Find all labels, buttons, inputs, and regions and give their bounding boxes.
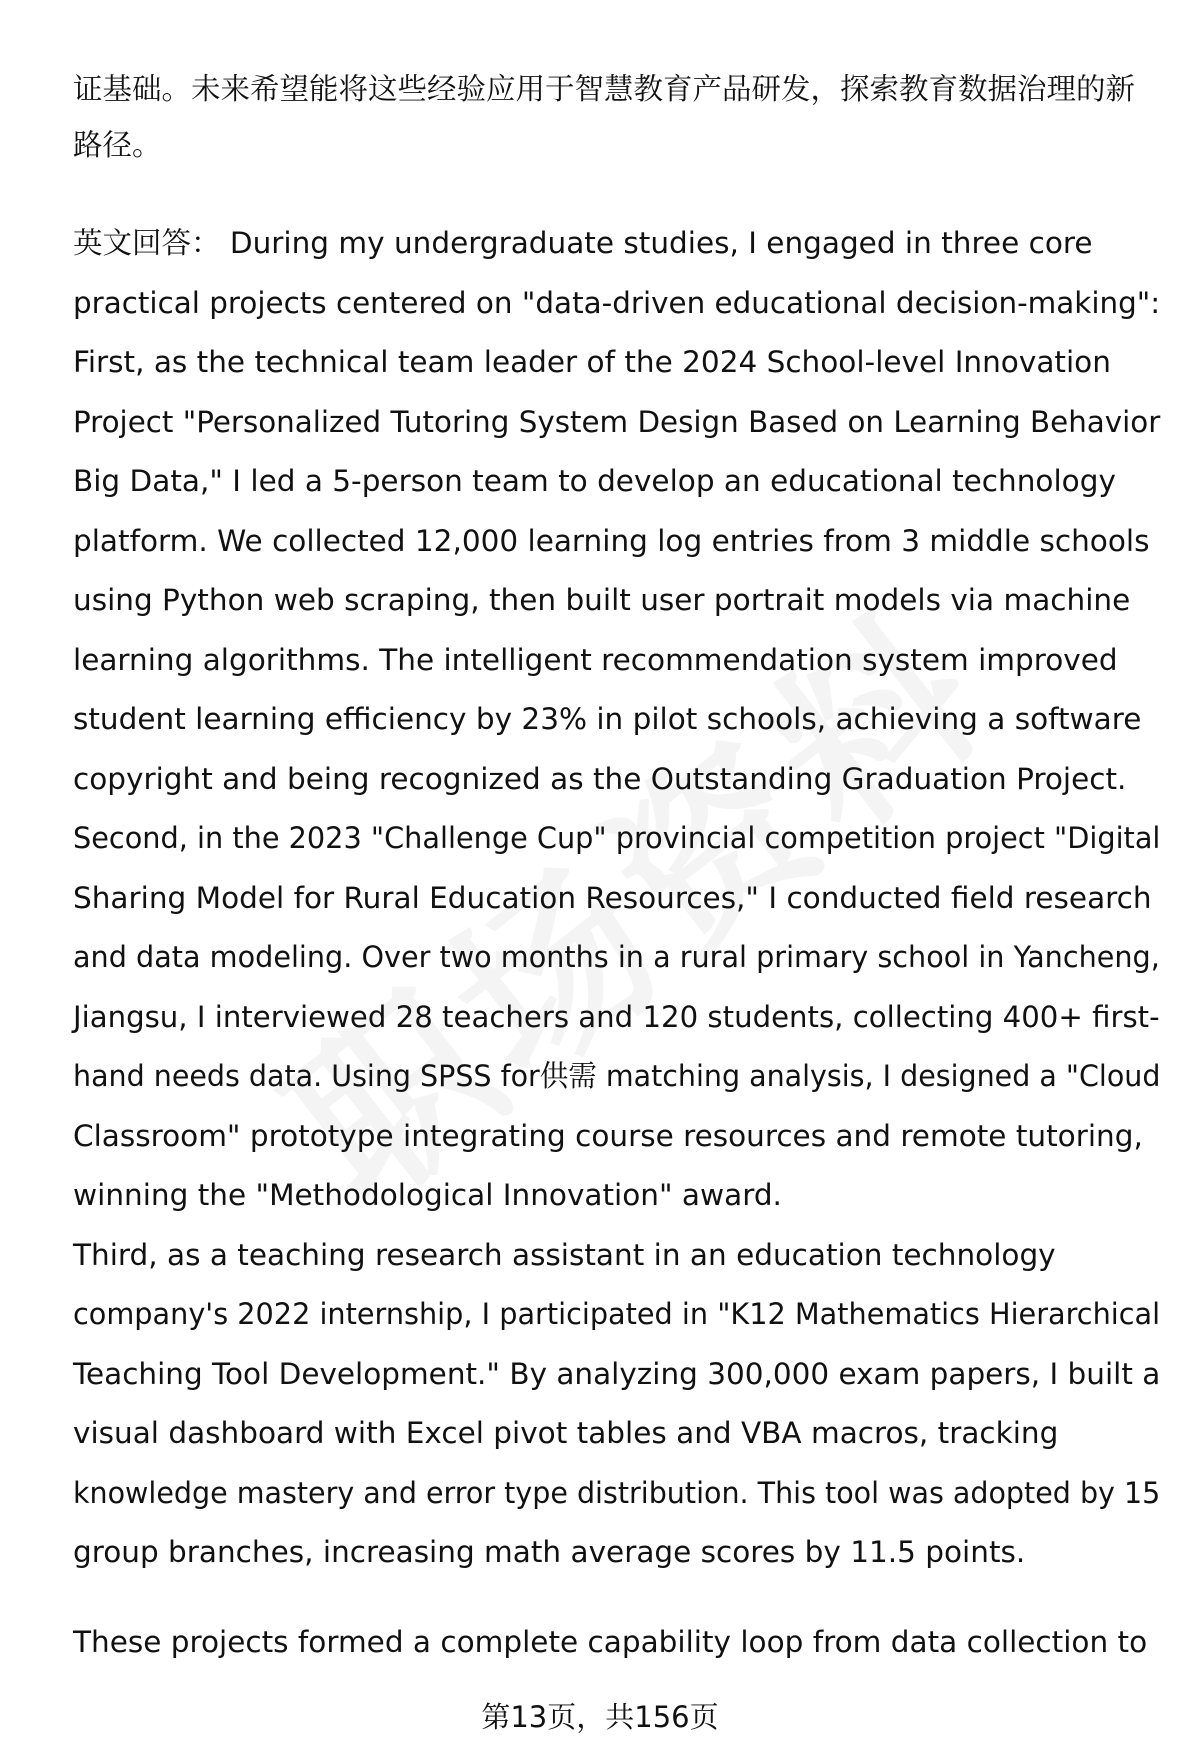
text-line: Sharing Model for Rural Education Resources," I conducted field research xyxy=(73,881,1152,915)
text-line: learning algorithms. The intelligent recommendation system improved xyxy=(73,643,1118,677)
text-line: Jiangsu, I interviewed 28 teachers and 120 students, collecting 400+ first- xyxy=(73,1000,1160,1034)
text-line: Project "Personalized Tutoring System Design Based on Learning Behavior xyxy=(73,405,1161,439)
text-line: and data modeling. Over two months in a rural primary school in Yancheng, xyxy=(73,940,1160,974)
text-line: platform. We collected 12,000 learning log entries from 3 middle schools xyxy=(73,524,1150,558)
text-line: using Python web scraping, then built user portrait models via machine xyxy=(73,583,1131,617)
text-line: Big Data," I led a 5-person team to develop an educational technology xyxy=(73,464,1116,498)
text-line: company's 2022 internship, I participated in "K12 Mathematics Hierarchical xyxy=(73,1297,1161,1331)
text-line: Third, as a teaching research assistant in an education technology xyxy=(73,1238,1056,1272)
page-number-footer: 第13页，共156页 xyxy=(481,1700,719,1734)
text-line: Second, in the 2023 "Challenge Cup" provincial competition project "Digital xyxy=(73,821,1161,855)
text-line: practical projects centered on "data-driven educational decision-making": xyxy=(73,286,1161,320)
text-line: Classroom" prototype integrating course resources and remote tutoring, xyxy=(73,1119,1143,1153)
text-line: knowledge mastery and error type distribution. This tool was adopted by 15 xyxy=(73,1476,1161,1510)
text-line: group branches, increasing math average scores by 11.5 points. xyxy=(73,1535,1026,1569)
text-line: student learning efficiency by 23% in pilot schools, achieving a software xyxy=(73,702,1142,736)
text-line: These projects formed a complete capability loop from data collection to xyxy=(73,1625,1148,1659)
text-line: 英文回答： During my undergraduate studies, I engaged in three core xyxy=(73,226,1093,260)
text-line: Teaching Tool Development." By analyzing 300,000 exam papers, I built a xyxy=(73,1357,1161,1391)
text-line: copyright and being recognized as the Outstanding Graduation Project. xyxy=(73,762,1127,796)
text-line: 路径。 xyxy=(73,128,162,162)
text-line: winning the "Methodological Innovation" award. xyxy=(73,1178,782,1212)
text-line: hand needs data. Using SPSS for供需 matching analysis, I designed a "Cloud xyxy=(73,1059,1161,1093)
text-line: visual dashboard with Excel pivot tables and VBA macros, tracking xyxy=(73,1416,1059,1450)
text-line: 证基础。未来希望能将这些经验应用于智慧教育产品研发，探索教育数据治理的新 xyxy=(73,72,1136,106)
text-line: First, as the technical team leader of the 2024 School-level Innovation xyxy=(73,345,1111,379)
